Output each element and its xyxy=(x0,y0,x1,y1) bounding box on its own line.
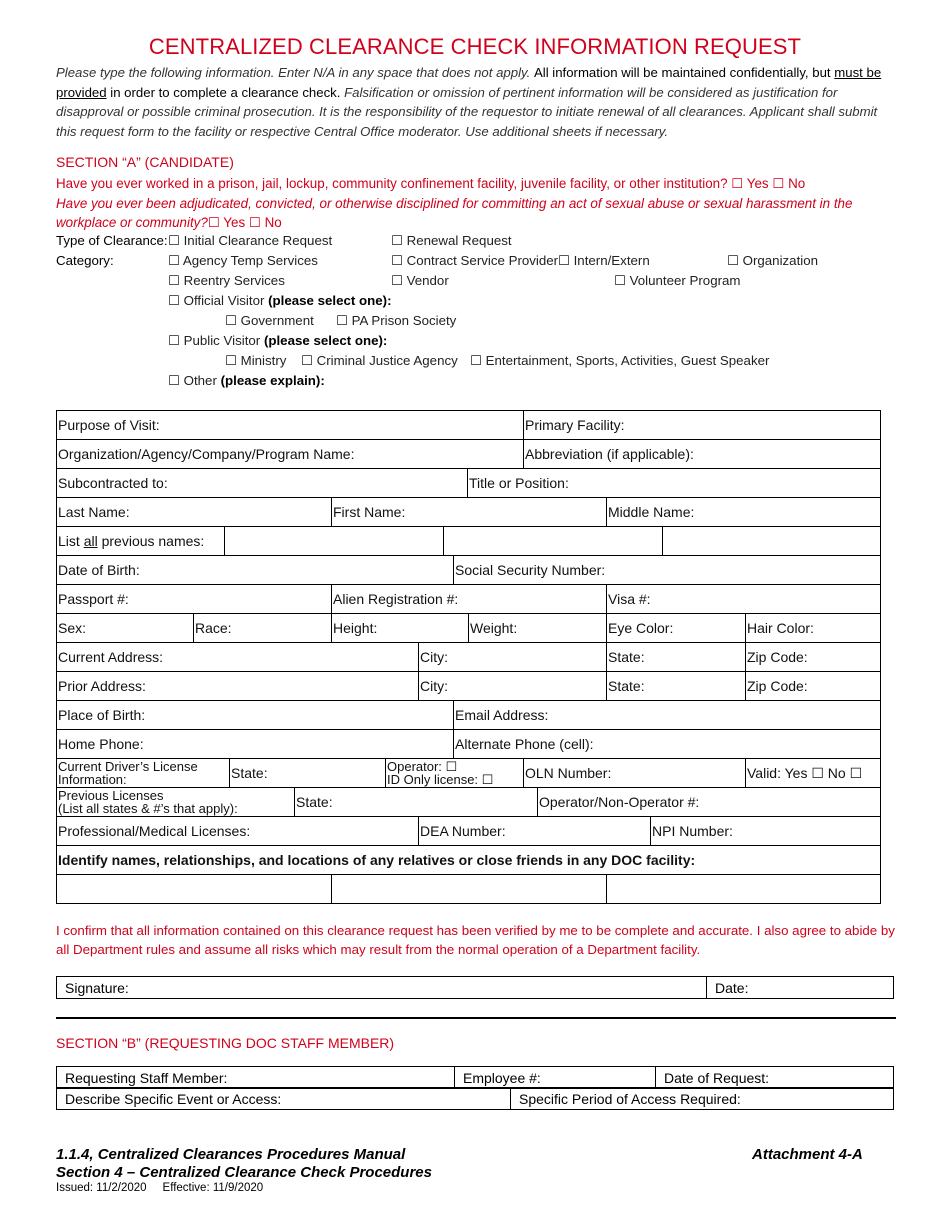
field-subcontracted-to[interactable]: Subcontracted to: xyxy=(57,469,468,498)
question-sexual-abuse[interactable] xyxy=(56,194,898,232)
type-of-clearance-label: Type of Clearance: xyxy=(56,233,168,248)
section-b-heading: SECTION “B” (REQUESTING DOC STAFF MEMBER) xyxy=(56,1035,395,1051)
confirmation-statement: I confirm that all information contained on this clearance request has been verified by me to be complete and accurate. I also agree to abide by all Department rules and assume all risks which may result from the normal operation of a Department facility. xyxy=(56,923,895,957)
row-dob-ssn xyxy=(56,555,881,585)
row-subcontracted xyxy=(56,468,881,498)
checkbox-other[interactable] xyxy=(168,373,325,389)
public-visitor-note: (please select one): xyxy=(263,333,388,348)
field-sex[interactable]: Sex: xyxy=(57,614,194,643)
field-current-city[interactable]: City: xyxy=(419,643,607,672)
field-prior-zip[interactable]: Zip Code: xyxy=(746,672,881,701)
checkbox-ministry[interactable]: ☐ Ministry xyxy=(225,353,287,368)
field-previous-name-1[interactable] xyxy=(225,527,444,556)
official-visitor-label: ☐ Official Visitor xyxy=(168,293,269,308)
row-phones xyxy=(56,729,881,759)
footer-attachment: Attachment 4-A xyxy=(752,1146,863,1163)
field-visa[interactable]: Visa #: xyxy=(607,585,881,614)
field-period-of-access[interactable]: Specific Period of Access Required: xyxy=(511,1088,894,1110)
field-dl-valid[interactable]: Valid: Yes ☐ No ☐ xyxy=(746,759,881,788)
field-home-phone[interactable]: Home Phone: xyxy=(57,730,454,759)
field-professional-licenses[interactable]: Professional/Medical Licenses: xyxy=(57,817,419,846)
checkbox-organization[interactable]: ☐ Organization xyxy=(727,253,819,268)
field-title-position[interactable]: Title or Position: xyxy=(468,469,881,498)
field-employee-number[interactable]: Employee #: xyxy=(455,1067,656,1089)
field-date-of-request[interactable]: Date of Request: xyxy=(656,1067,894,1089)
field-eye-color[interactable]: Eye Color: xyxy=(607,614,746,643)
previous-names-text-all: all xyxy=(83,533,98,549)
row-organization xyxy=(56,439,881,469)
intro-paragraph xyxy=(56,63,898,141)
question-worked-institution[interactable]: Have you ever worked in a prison, jail, lockup, community confinement facility, juvenile facility, or other institution? ☐ Yes ☐ No xyxy=(56,176,806,191)
field-relative-1[interactable] xyxy=(57,875,332,904)
field-weight[interactable]: Weight: xyxy=(469,614,607,643)
checkbox-vendor[interactable]: ☐ Vendor xyxy=(391,273,449,288)
row-prior-address xyxy=(56,671,881,701)
checkbox-intern-extern[interactable]: ☐ Intern/Extern xyxy=(558,253,650,268)
intro-clearance-check: in order to complete a clearance check. xyxy=(106,84,341,100)
field-dl-state[interactable]: State: xyxy=(230,759,386,788)
staff-row xyxy=(56,1066,894,1089)
field-current-zip[interactable]: Zip Code: xyxy=(746,643,881,672)
field-operator-non-operator[interactable]: Operator/Non-Operator #: xyxy=(538,788,881,817)
row-current-address xyxy=(56,642,881,672)
row-birth-email xyxy=(56,700,881,730)
field-current-address[interactable]: Current Address: xyxy=(57,643,419,672)
row-physical xyxy=(56,613,881,643)
dl-label-line1: Current Driver’s License xyxy=(58,759,198,774)
field-npi-number[interactable]: NPI Number: xyxy=(651,817,881,846)
field-abbreviation[interactable]: Abbreviation (if applicable): xyxy=(524,440,881,469)
checkbox-volunteer[interactable]: ☐ Volunteer Program xyxy=(614,273,741,288)
relatives-header: Identify names, relationships, and locations of any relatives or close friends in any DOC facility: xyxy=(57,846,881,875)
field-previous-names-label xyxy=(57,527,225,556)
other-note: (please explain): xyxy=(220,373,325,388)
other-label: ☐ Other xyxy=(168,373,221,388)
checkbox-criminal-justice-agency[interactable]: ☐ Criminal Justice Agency xyxy=(301,353,458,368)
row-professional-licenses xyxy=(56,816,881,846)
row-drivers-license xyxy=(56,758,881,788)
previous-names-text-c: previous names: xyxy=(97,533,205,549)
field-email[interactable]: Email Address: xyxy=(454,701,881,730)
dl-label-line2: Information: xyxy=(58,772,127,787)
field-last-name[interactable]: Last Name: xyxy=(57,498,332,527)
footer-manual: 1.1.4, Centralized Clearances Procedures Manual xyxy=(56,1146,406,1163)
field-requesting-staff[interactable]: Requesting Staff Member: xyxy=(57,1067,455,1089)
field-signature-date[interactable]: Date: xyxy=(707,977,894,999)
field-previous-name-2[interactable] xyxy=(444,527,663,556)
field-passport[interactable]: Passport #: xyxy=(57,585,332,614)
question-sexual-abuse-text: Have you ever been adjudicated, convicted, or otherwise disciplined for committing an act of sexual abuse or sexual harassment in the workplace or community? xyxy=(56,196,853,230)
checkbox-renewal-request[interactable]: ☐ Renewal Request xyxy=(391,233,512,248)
intro-confidential: All information will be maintained confidentially, but xyxy=(533,65,835,80)
field-dea-number[interactable]: DEA Number: xyxy=(419,817,651,846)
field-alternate-phone[interactable]: Alternate Phone (cell): xyxy=(454,730,881,759)
checkbox-reentry-services[interactable]: ☐ Reentry Services xyxy=(168,273,285,288)
field-organization-name[interactable]: Organization/Agency/Company/Program Name: xyxy=(57,440,524,469)
category-label: Category: xyxy=(56,253,114,268)
field-previous-license-state[interactable]: State: xyxy=(295,788,538,817)
field-dl-operator[interactable] xyxy=(386,759,524,788)
field-event-access[interactable]: Describe Specific Event or Access: xyxy=(57,1088,511,1110)
field-previous-licenses-label xyxy=(57,788,295,817)
field-date-of-birth[interactable]: Date of Birth: xyxy=(57,556,454,585)
field-prior-address[interactable]: Prior Address: xyxy=(57,672,419,701)
checkbox-government[interactable]: ☐ Government xyxy=(225,313,314,328)
row-purpose xyxy=(56,410,881,440)
page-title: CENTRALIZED CLEARANCE CHECK INFORMATION REQUEST xyxy=(148,34,802,59)
checkbox-entertainment[interactable]: ☐ Entertainment, Sports, Activities, Guest Speaker xyxy=(470,353,770,368)
checkbox-official-visitor[interactable] xyxy=(168,293,392,309)
row-relatives xyxy=(56,874,881,904)
field-first-name[interactable]: First Name: xyxy=(332,498,607,527)
intro-must-be-provided: must be provided xyxy=(56,65,882,100)
field-hair-color[interactable]: Hair Color: xyxy=(746,614,881,643)
operator-checkbox[interactable]: Operator: ☐ xyxy=(387,759,458,774)
checkbox-agency-temp[interactable]: ☐ Agency Temp Services xyxy=(168,253,318,268)
field-drivers-license-label xyxy=(57,759,230,788)
footer-dates: Issued: 11/2/2020 Effective: 11/9/2020 xyxy=(56,1182,264,1194)
field-oln-number[interactable]: OLN Number: xyxy=(524,759,746,788)
prev-lic-line1: Previous Licenses xyxy=(58,788,164,803)
field-relative-2[interactable] xyxy=(332,875,607,904)
signature-row xyxy=(56,976,894,999)
field-previous-name-3[interactable] xyxy=(663,527,881,556)
field-purpose-of-visit[interactable]: Purpose of Visit: xyxy=(57,411,524,440)
row-passport xyxy=(56,584,881,614)
intro-falsification: Falsification or omission of pertinent information will be considered as justification for disapproval or possible criminal prosecution. It is the responsibility of the requestor to initiate renewal of all clearances. Applicant shall submit this request form to the facility or respective Central Office moderator. Use additional sheets if necessary. xyxy=(56,84,878,139)
previous-names-text-a: List xyxy=(58,533,84,549)
footer-section: Section 4 – Centralized Clearance Check Procedures xyxy=(56,1164,432,1181)
field-prior-city[interactable]: City: xyxy=(419,672,607,701)
id-only-checkbox[interactable]: ID Only license: ☐ xyxy=(387,772,494,787)
field-prior-state[interactable]: State: xyxy=(607,672,746,701)
field-ssn[interactable]: Social Security Number: xyxy=(454,556,881,585)
row-previous-names xyxy=(56,526,881,556)
question-sexual-abuse-options[interactable]: ☐ Yes ☐ No xyxy=(207,215,282,230)
row-names xyxy=(56,497,881,527)
row-relatives-header xyxy=(56,845,881,875)
field-race[interactable]: Race: xyxy=(194,614,332,643)
field-signature[interactable]: Signature: xyxy=(57,977,707,999)
section-divider xyxy=(56,1017,896,1019)
intro-instructions: Please type the following information. Enter N/A in any space that does not apply. xyxy=(56,65,534,80)
checkbox-initial-clearance[interactable]: ☐ Initial Clearance Request xyxy=(168,233,333,248)
field-relative-3[interactable] xyxy=(607,875,881,904)
official-visitor-note: (please select one): xyxy=(268,293,392,308)
checkbox-contract-service[interactable]: ☐ Contract Service Provider xyxy=(391,253,559,268)
section-a-heading: SECTION “A” (CANDIDATE) xyxy=(56,154,234,170)
field-alien-registration[interactable]: Alien Registration #: xyxy=(332,585,607,614)
field-place-of-birth[interactable]: Place of Birth: xyxy=(57,701,454,730)
checkbox-pa-prison-society[interactable]: ☐ PA Prison Society xyxy=(336,313,457,328)
field-current-state[interactable]: State: xyxy=(607,643,746,672)
access-row xyxy=(56,1087,894,1110)
field-height[interactable]: Height: xyxy=(332,614,469,643)
checkbox-public-visitor[interactable] xyxy=(168,333,387,349)
field-middle-name[interactable]: Middle Name: xyxy=(607,498,881,527)
public-visitor-label: ☐ Public Visitor xyxy=(168,333,264,348)
prev-lic-line2: (List all states & #’s that apply): xyxy=(58,801,238,816)
field-primary-facility[interactable]: Primary Facility: xyxy=(524,411,881,440)
row-previous-licenses xyxy=(56,787,881,817)
